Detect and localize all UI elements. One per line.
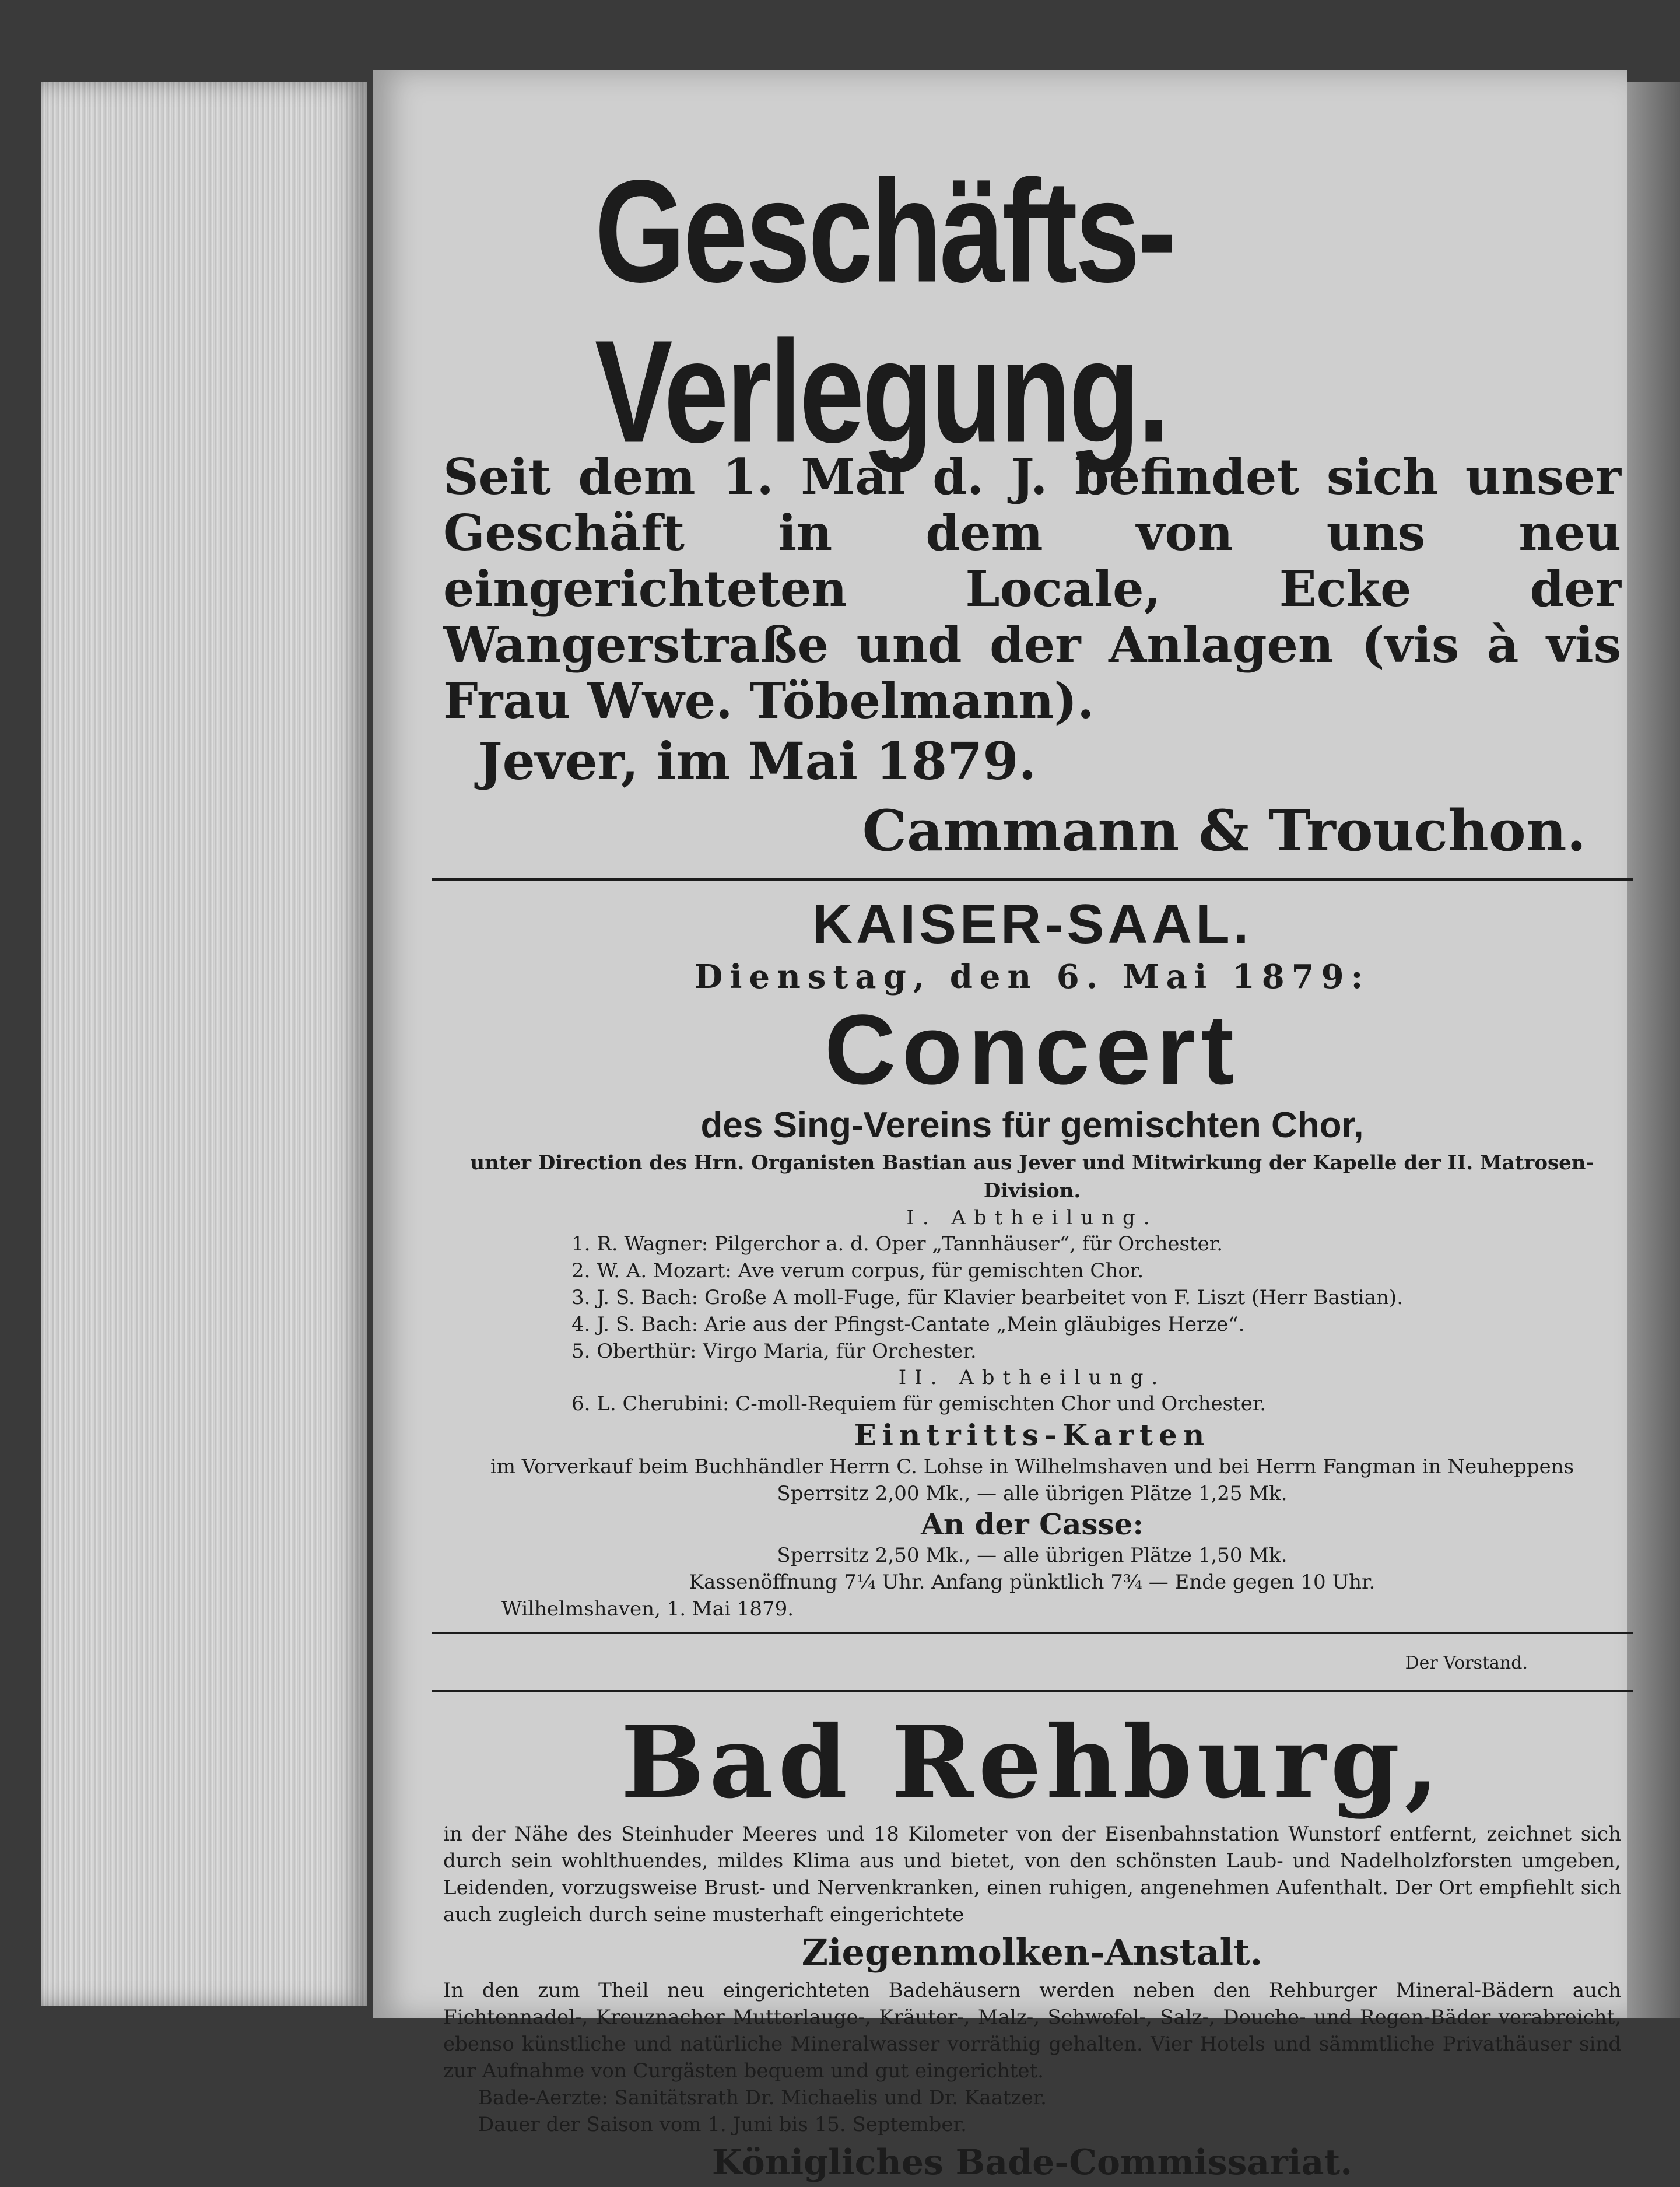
ad3-doctors: Bade-Aerzte: Sanitätsrath Dr. Michaelis und Dr. Kaatzer. xyxy=(478,2086,1047,2109)
divider-rule xyxy=(432,1632,1633,1634)
ad2-signature: Der Vorstand. xyxy=(1405,1653,1528,1673)
ad1-body: Seit dem 1. Mai d. J. befindet sich unser Geschäft in dem von uns neu eingerichteten Locale, Ecke der Wangerstraße und der Anlagen (vis à vis Frau Wwe. Töbelmann). xyxy=(443,448,1621,730)
advert-business-relocation xyxy=(443,152,1621,869)
divider-rule xyxy=(432,878,1633,881)
ad2-place-date: Wilhelmshaven, 1. Mai 1879. xyxy=(501,1597,794,1621)
ad2-direction: unter Direction des Hrn. Organisten Bastian aus Jever und Mitwirkung der Kapelle der II. Matrosen-Division. xyxy=(470,1151,1594,1203)
book-page-edges xyxy=(41,82,367,2006)
ad2-program-item: 2. W. A. Mozart: Ave verum corpus, für gemischten Chor. xyxy=(571,1259,1144,1282)
ad1-place-date: Jever, im Mai 1879. xyxy=(478,731,1037,791)
page-content xyxy=(443,152,1621,2187)
ad2-presale-prices: Sperrsitz 2,00 Mk., — alle übrigen Plätze 1,25 Mk. xyxy=(777,1482,1288,1505)
ad2-tickets-heading: Eintritts-Karten xyxy=(854,1418,1211,1452)
ad1-title: Geschäfts-Verlegung. xyxy=(595,150,1174,474)
ad2-program-item: 1. R. Wagner: Pilgerchor a. d. Oper „Tannhäuser“, für Orchester. xyxy=(571,1232,1223,1256)
ad3-subheading: Ziegenmolken-Anstalt. xyxy=(801,1931,1263,1974)
ad2-program-item: 6. L. Cherubini: C-moll-Requiem für gemischten Chor und Orchester. xyxy=(571,1392,1267,1415)
ad2-times: Kassenöffnung 7¼ Uhr. Anfang pünktlich 7¾ — Ende gegen 10 Uhr. xyxy=(689,1571,1376,1594)
ad2-section-2: II. Abtheilung. xyxy=(898,1366,1166,1389)
advert-bad-rehburg xyxy=(443,1704,1621,2187)
ad2-date: Dienstag, den 6. Mai 1879: xyxy=(694,958,1370,996)
ad3-title: Bad Rehburg, xyxy=(620,1704,1444,1821)
ad2-cassa-heading: An der Casse: xyxy=(921,1507,1144,1541)
facing-page-edge xyxy=(1621,82,1680,2018)
ad3-body: in der Nähe des Steinhuder Meeres und 18 Kilometer von der Eisenbahnstation Wunstorf entfernt, zeichnet sich durch sein wohlthuendes, mildes Klima aus und bietet, von den schönsten Laub- und Nadelholzforsten umgeben, Leidenden, vorzugsweise Brust- und Nervenkranken, einen ruhigen, angenehmen Aufenthalt. Der Ort empfiehlt sich auch zugleich durch seine musterhaft eingerichtete xyxy=(443,1823,1621,1926)
ad2-cassa-prices: Sperrsitz 2,50 Mk., — alle übrigen Plätze 1,50 Mk. xyxy=(777,1544,1288,1567)
ad2-program-item: 3. J. S. Bach: Große A moll-Fuge, für Klavier bearbeitet von F. Liszt (Herr Bastian). xyxy=(571,1286,1404,1309)
ad2-subtitle: des Sing-Vereins für gemischten Chor, xyxy=(700,1105,1364,1145)
ad1-signature: Cammann & Trouchon. xyxy=(862,798,1586,864)
ad2-title: Concert xyxy=(824,994,1240,1105)
ad2-section-1: I. Abtheilung. xyxy=(906,1206,1158,1229)
ad2-program-item: 5. Oberthür: Virgo Maria, für Orchester. xyxy=(571,1340,977,1363)
ad3-signature: Königliches Bade-Commissariat. xyxy=(711,2142,1353,2183)
ad2-venue: KAISER-SAAL. xyxy=(812,893,1253,955)
newspaper-page xyxy=(373,70,1627,2183)
advert-concert xyxy=(443,892,1621,1681)
ad3-season: Dauer der Saison vom 1. Juni bis 15. September. xyxy=(478,2113,967,2136)
divider-rule xyxy=(432,1690,1633,1692)
ad3-body-2: In den zum Theil neu eingerichteten Badehäusern werden neben den Rehburger Mineral-Bädern auch Fichtennadel-, Kreuznacher Mutterlauge-, Kräuter-, Malz-, Schwefel-, Salz-, Douche- und Regen-Bäder verabreicht, ebenso künstliche und natürliche Mineralwasser vorräthig gehalten. Vier Hotels und sämmtliche Privathäuser sind zur Aufnahme von Curgästen bequem und gut eingerichtet. xyxy=(443,1979,1621,2083)
ad2-presale: im Vorverkauf beim Buchhändler Herrn C. Lohse in Wilhelmshaven und bei Herrn Fangman in Neuheppens xyxy=(490,1455,1574,1478)
ad2-program-item: 4. J. S. Bach: Arie aus der Pfingst-Cantate „Mein gläubiges Herze“. xyxy=(571,1313,1245,1336)
